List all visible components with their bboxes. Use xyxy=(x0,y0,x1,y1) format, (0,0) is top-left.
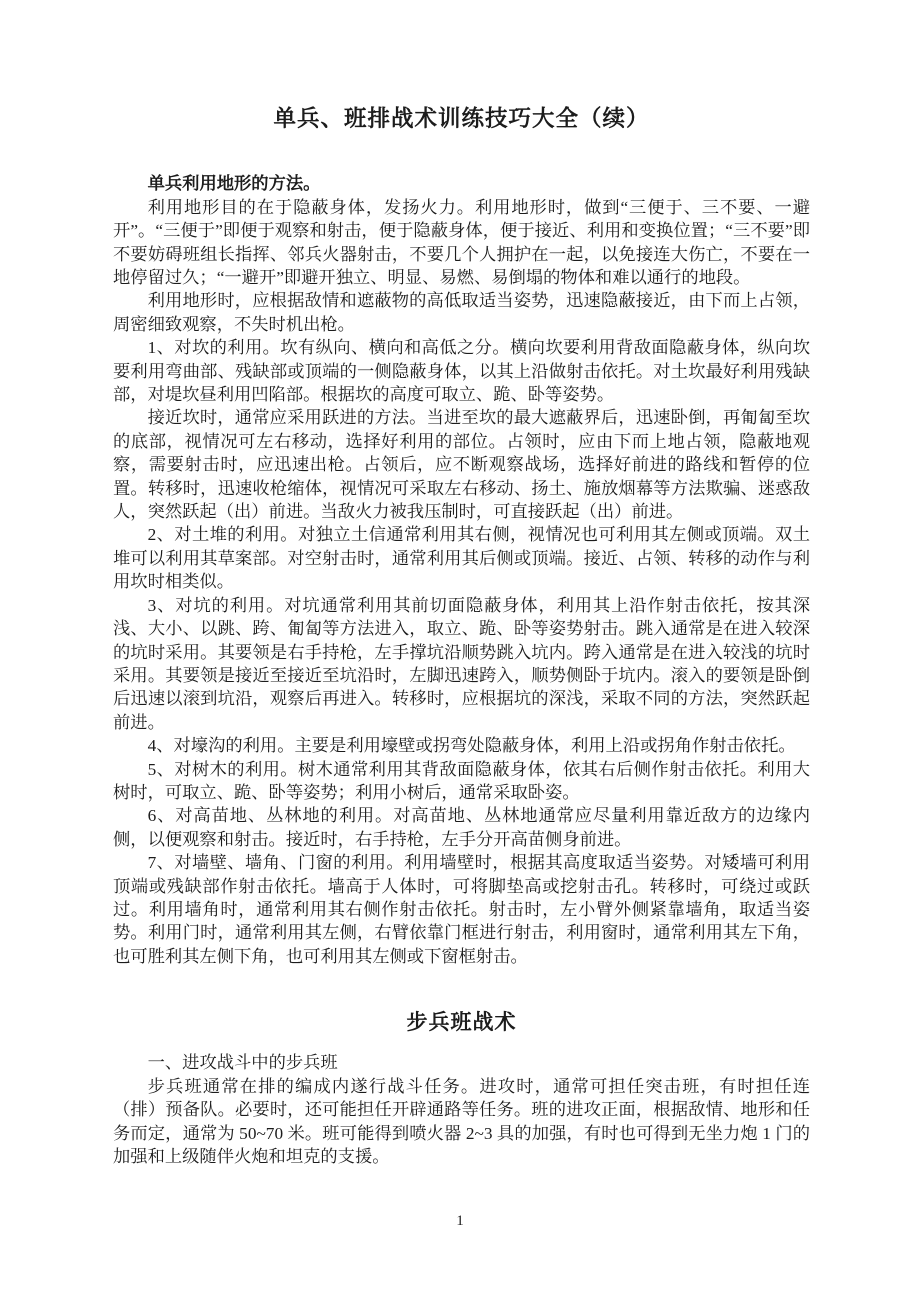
section-terrain-heading: 单兵利用地形的方法。 xyxy=(147,173,321,194)
terrain-paragraph-trench: 4、对壕沟的利用。主要是利用壕壁或拐弯处隐蔽身体，利用上沿或拐角作射击依托。 xyxy=(147,736,796,756)
terrain-paragraph-crops: 6、对高苗地、丛林地的利用。对高苗地、丛林地通常应尽量利用靠近敌方的边缘内侧，以便观察和射击。接近时，右手持枪，左手分开高苗侧身前进。 xyxy=(113,806,810,849)
terrain-paragraph-approach-bank: 接近坎时，通常应采用跃进的方法。当进至坎的最大遮蔽界后，迅速卧倒，再匍匐至坎的底部，视情况可左右移动，选择好利用的部位。占领时，应由下而上地占领，隐蔽地观察，需要射击时，应迅速出枪。占领后，应不断观察战场，选择好前进的路线和暂停的位置。转移时，迅速收枪缩体，视情况可采取左右移动、扬土、施放烟幕等方法欺骗、迷惑敌人，突然跃起（出）前进。当敌火力被我压制时，可直接跃起（出）前进。 xyxy=(113,408,810,522)
terrain-paragraph-walls: 7、对墙壁、墙角、门窗的利用。利用墙壁时，根据其高度取适当姿势。对矮墙可利用顶端或残缺部作射击依托。墙高于人体时，可将脚垫高或挖射击孔。转移时，可绕过或跃过。利用墙角时，通常利用其右侧作射击依托。射击时，左小臂外侧紧靠墙角，取适当姿势。利用门时，通常利用其左侧，右臂依靠门框进行射击，利用窗时，通常利用其左下角，也可胜利其左侧下角，也可利用其左侧或下窗框射击。 xyxy=(113,853,810,966)
terrain-paragraph-pit: 3、对坑的利用。对坑通常利用其前切面隐蔽身体，利用其上沿作射击依托，按其深浅、大小、以跳、跨、匍匐等方法进入，取立、跪、卧等姿势射击。跳入通常是在进入较深的坑时采用。其要领是右手持枪，左手撑坑沿顺势跳入坑内。跨入通常是在进入较浅的坑时采用。其要领是接近至接近至坑沿时，左脚迅速跨入，顺势侧卧于坑内。滚入的要领是卧倒后迅速以滚到坑沿，观察后再进入。转移时，应根据坑的深浅，采取不同的方法，突然跃起前进。 xyxy=(113,595,810,732)
section-squad-subheading: 一、进攻战斗中的步兵班 xyxy=(147,1053,338,1073)
terrain-paragraph-posture: 利用地形时，应根据敌情和遮蔽物的高低取适当姿势，迅速隐蔽接近，由下而上占领，周密细致观察，不失时机出枪。 xyxy=(113,291,810,334)
document-title: 单兵、班排战术训练技巧大全（续） xyxy=(273,106,650,131)
terrain-paragraph-mound: 2、对土堆的利用。对独立土信通常利用其右侧，视情况也可利用其左侧或顶端。双土堆可以利用其草案部。对空射击时，通常利用其后侧或顶端。接近、占领、转移的动作与利用坎时相类似。 xyxy=(113,525,810,592)
section-squad-heading: 步兵班战术 xyxy=(406,1011,517,1035)
terrain-paragraph-intro: 利用地形目的在于隐蔽身体，发扬火力。利用地形时，做到“三便于、三不要、一避开”。“三便于”即便于观察和射击，便于隐蔽身体，便于接近、利用和变换位置；“三不要”即不要妨碍班组长指挥、邻兵火器射击，不要几个人拥护在一起，以免接连大伤亡，不要在一地停留过久；“一避开”即避开独立、明显、易燃、易倒塌的物体和难以通行的地段。 xyxy=(113,197,810,287)
section-terrain xyxy=(113,172,810,968)
terrain-paragraph-trees: 5、对树木的利用。树木通常利用其背敌面隐蔽身体，依其右后侧作射击依托。利用大树时，可取立、跪、卧等姿势；利用小树后，通常采取卧姿。 xyxy=(113,759,810,802)
page-number: 1 xyxy=(456,1213,464,1229)
terrain-paragraph-bank: 1、对坎的利用。坎有纵向、横向和高低之分。横向坎要利用背敌面隐蔽身体，纵向坎要利用弯曲部、残缺部或顶端的一侧隐蔽身体，以其上沿做射击依托。对土坎最好利用残缺部，对堤坎昼利用凹陷部。根据坎的高度可取立、跪、卧等姿势。 xyxy=(113,338,810,405)
squad-paragraph-offense: 步兵班通常在排的编成内遂行战斗任务。进攻时，通常可担任突击班，有时担任连（排）预备队。必要时，还可能担任开辟通路等任务。班的进攻正面，根据敌情、地形和任务而定，通常为 50~70 米。班可能得到喷火器 2~3 具的加强，有时也可得到无坐力炮 1 门的加强和上级随伴火炮和坦克的支援。 xyxy=(113,1076,810,1167)
section-squad xyxy=(113,1009,810,1168)
